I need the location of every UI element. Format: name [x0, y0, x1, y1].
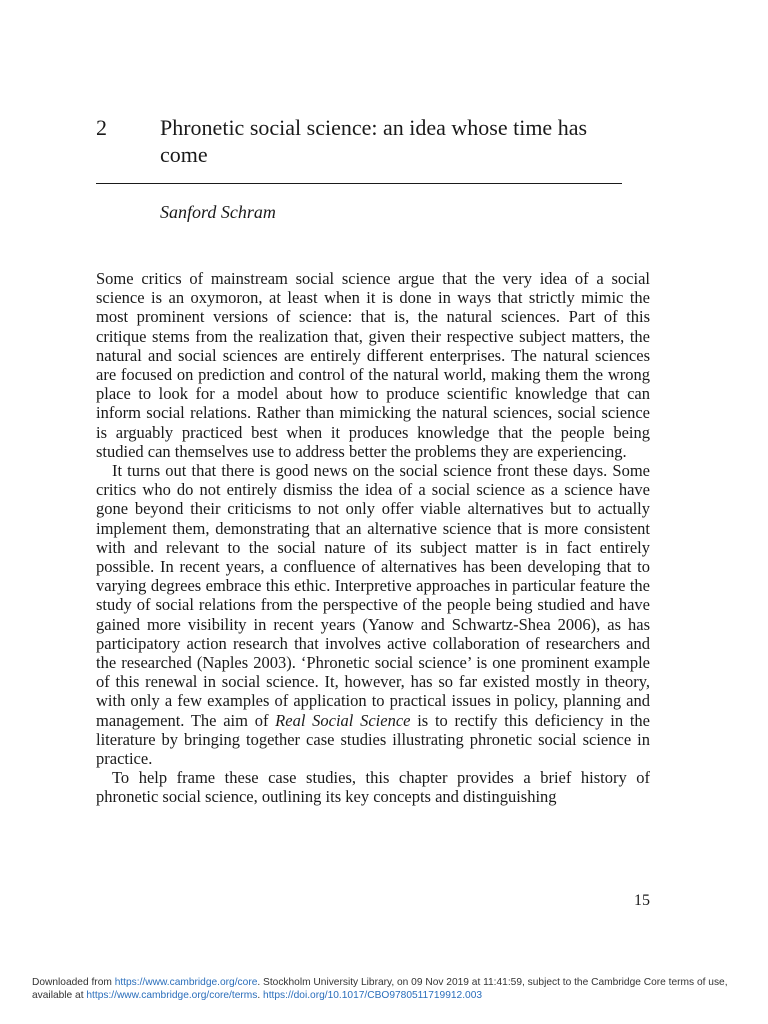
- page-number: 15: [634, 892, 650, 909]
- chapter-number: 2: [96, 115, 107, 140]
- footer-text-1: Downloaded from: [32, 977, 115, 988]
- paragraph-1: Some critics of mainstream social science argue that the very idea of a social science is an oxymoron, at least when it is done in ways that strictly mimic the most prominent versions of science: that is, the natural sciences. Part of this critique stems from the realization that, given their respective subject matters, the natural and social sciences are entirely different enterprises. The natural sciences are focused on prediction and control of the natural world, making them the wrong place to look for a model about how to produce scientific knowledge that can inform social relations. Rather than mimicking the natural sciences, social science is arguably practiced best when it produces knowledge that the people being studied can themselves use to address better the problems they are experiencing.: [96, 269, 650, 461]
- paragraph-2: [96, 461, 650, 768]
- footer-text-2: . Stockholm University Library, on 09 Nov 2019 at 11:41:59, subject to the Cambridge Core terms of use, available at: [32, 977, 728, 1001]
- paragraph-2-text-b: is to rectify this deficiency in the literature by bringing together case studies illustrating phronetic social science in practice.: [96, 710, 650, 769]
- chapter-title: Phronetic social science: an idea whose time has come: [160, 115, 588, 167]
- body-text: [96, 269, 650, 807]
- footer-text-3: .: [257, 990, 264, 1001]
- footer-link-doi[interactable]: https://doi.org/10.1017/CBO9780511719912.003: [263, 990, 483, 1001]
- title-rule: [96, 183, 622, 184]
- paragraph-2-text-a: It turns out that there is good news on the social science front these days. Some critics who do not entirely dismiss the idea of a social science as a science have gone beyond their criticisms to not only offer viable alternatives but to actually implement them, demonstrating that an alternative science that is more consistent with and relevant to the social nature of its subject matter is in fact entirely possible. In recent years, a confluence of alternatives has been developing that to varying degrees embrace this ethic. Interpretive approaches in particular feature the study of social relations from the perspective of the people being studied and have gained more visibility in recent years (Yanow and Schwartz-Shea 2006), as has participatory action research that involves active collaboration of researchers and the researched (Naples 2003). ‘Phronetic social science’ is one prominent example of this renewal in social science. It, however, has so far existed mostly in theory, with only a few examples of application to practical issues in policy, planning and management. The aim of: [96, 461, 650, 730]
- paragraph-3: To help frame these case studies, this chapter provides a brief history of phronetic social science, outlining its key concepts and distinguishing: [96, 768, 650, 807]
- chapter-author: Sanford Schram: [160, 202, 276, 222]
- footer-link-terms[interactable]: https://www.cambridge.org/core/terms: [86, 990, 258, 1001]
- footer-link-core[interactable]: https://www.cambridge.org/core: [114, 977, 258, 988]
- book-title-italic: Real Social Science: [275, 710, 411, 730]
- download-footer: [32, 976, 752, 1002]
